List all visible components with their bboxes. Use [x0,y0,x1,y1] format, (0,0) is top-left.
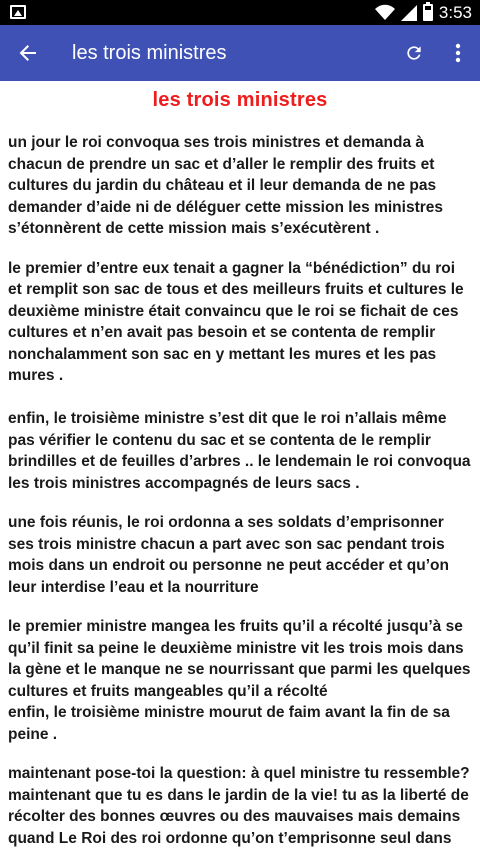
app-bar [0,25,480,81]
status-time: 3:53 [438,2,472,22]
more-options-button[interactable] [436,25,480,81]
article-title: les trois ministres [152,89,328,111]
status-bar [0,0,480,25]
back-button[interactable] [0,25,56,81]
more-vert-icon [455,43,461,63]
article-content[interactable] [0,81,480,847]
app-bar-title: les trois ministres [72,41,227,64]
refresh-button[interactable] [392,25,436,81]
back-arrow-icon [18,43,38,63]
status-icons [375,0,472,25]
article-paragraph: le premier d’entre eux tenait a gagner la “bénédiction” du roi et remplit son sac de tous et des meilleurs fruits et cultures le deuxième ministre était convaincu que le roi se fichait de ces cultures et n’en avait pas besoin et se contenta de remplir nonchalamment son sac en y mettant les mures et les pas mures . enfin, le troisième ministre s’est dit que le roi n’allais même pas vérifier le contenu du sac et se contenta de le remplir brindilles et de feuilles d’arbres .. le lendemain le roi convoqua les trois ministres accompagnés de leurs sacs . [8,259,471,492]
cell-signal-icon [401,5,417,21]
article-paragraph: maintenant pose-toi la question: à quel ministre tu ressemble? maintenant que tu es dans le jardin de la vie! tu as la liberté de récolter des bonnes œuvres ou des mauvaises mais demains quand Le Roi des roi ordonne qu’on t’emprisonne seul dans [8,765,470,847]
image-notification-icon [10,5,26,19]
app-bar-actions [392,25,480,81]
article-paragraph: le premier ministre mangea les fruits qu’il a récolté jusqu’à se qu’il finit sa peine le deuxième ministre vit les trois mois dans la gène et le manque ne se nourrissant que parmi les quelques cultures et fruits mangeables qu’il a récolté enfin, le troisième ministre mourut de faim avant la fin de sa peine . [8,618,471,743]
battery-icon [423,4,433,21]
refresh-icon [404,43,424,63]
article-paragraph: un jour le roi convoqua ses trois ministres et demanda à chacun de prendre un sac et d’aller le remplir des fruits et cultures du jardin du château et il leur demanda de ne pas demander d’aide ni de déléguer cette mission les ministres s’étonnèrent de cette mission mais s’exécutèrent . [8,134,444,237]
wifi-icon [375,5,395,21]
article-paragraph: une fois réunis, le roi ordonna a ses soldats d’emprisonner ses trois ministre chacun a part avec son sac pendant trois mois dans un endroit ou personne ne peut accéder et qu’on leur interdise l’eau et la nourriture [8,514,449,596]
